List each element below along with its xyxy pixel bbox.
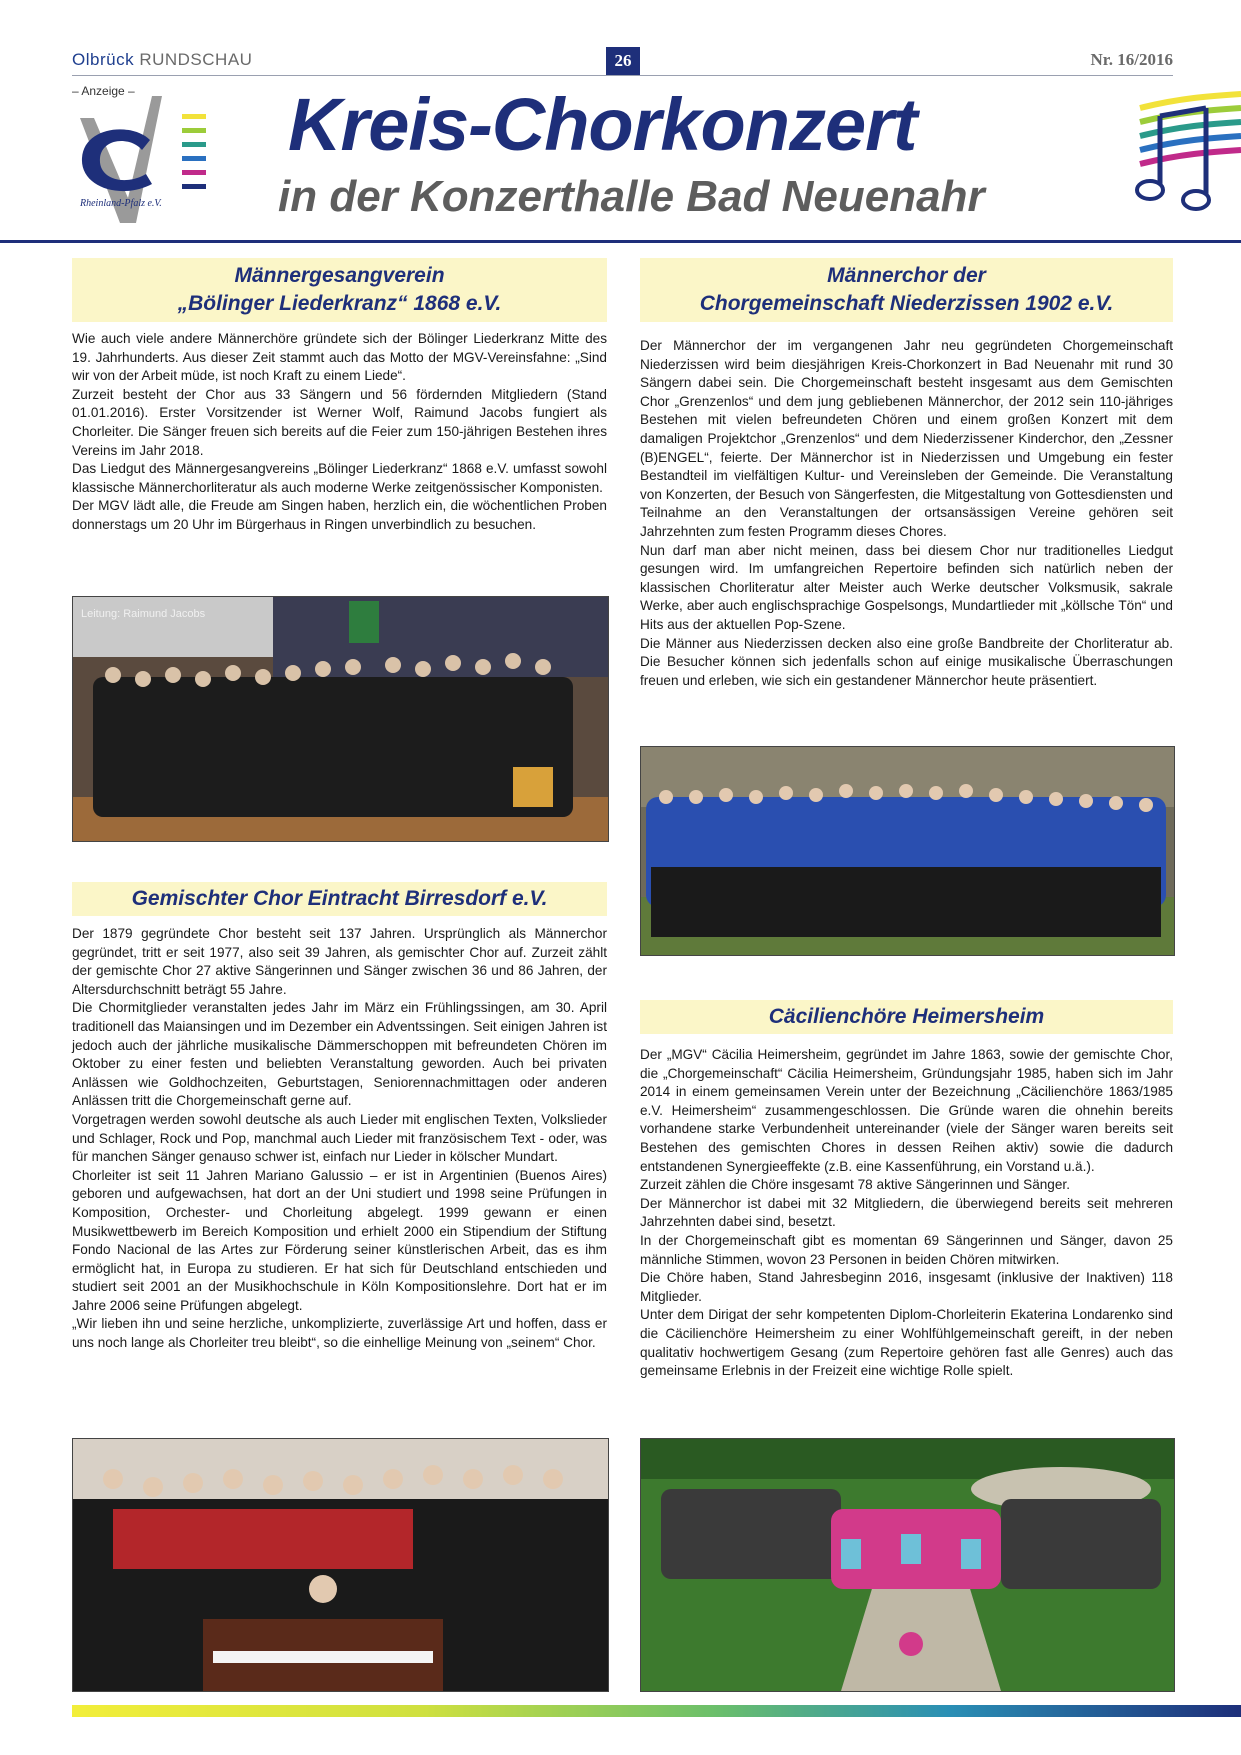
paragraph: Nun darf man aber nicht meinen, dass bei diesem Chor nur traditionelles Liedgut gesungen wird. Im umfangreichen Repertoire befinden sich natürlich neben der klassischen Chorliteratur alter Meister auch Werke deutscher Volksmusik, sakrale Werke, aber auch englischsprachige Gospelsongs, Mundartlieder mit „köllsche Tön“ und Hits aus der aktuellen Pop-Szene. [640, 542, 1173, 632]
paragraph: In der Chorgemeinschaft gibt es momentan 69 Sängerinnen und Sänger, davon 25 männliche Stimmen, wovon 23 Personen in beiden Chören mitwirken. [640, 1232, 1173, 1267]
bottom-color-bar [72, 1705, 1241, 1717]
paragraph: Das Liedgut des Männergesangvereins „Bölinger Liederkranz“ 1868 e.V. umfasst sowohl klassische Männerchorliteratur als auch moderne Werke zeitgenössischer Komponisten. [72, 461, 607, 495]
heading-line: Männerchor der [827, 264, 986, 287]
paragraph: Der Männerchor ist dabei mit 32 Mitgliedern, die überwiegend bereits seit mehreren Jahrzehnten dabei sind, besetzt. [640, 1195, 1173, 1230]
section-heading-boelinger [72, 258, 607, 322]
heading-line: Chorgemeinschaft Niederzissen 1902 e.V. [699, 292, 1114, 315]
paragraph: Die Chormitglieder veranstalten jedes Jahr im März ein Frühlingssingen, am 30. April traditionell das Maiansingen und im Dezember ein Adventssingen. Seit einigen Jahren ist jedoch auch der jährliche musikalische Dämmerschoppen mit befreundeten Chören im Oktober zu einer festen und beliebten Veranstaltung geworden. Auch bei privaten Anlässen wie Goldhochzeiten, Geburtstagen, Seniorennachmittagen oder anderen Anlässen tritt die Chorgemeinschaft gerne auf. [72, 1000, 608, 1109]
paragraph: Unter dem Dirigat der sehr kompetenten Diplom-Chorleiterin Ekaterina Londarenko sind die Cäcilienchöre Heimersheim zu einer Wohlfühlgemeinschaft gereift, in der neben qualitativ hochwertigem Gesang (zum Repertoire gehören fast alle Genres) auch das gemeinsame Erlebnis in der Freizeit eine wichtige Rolle spielt. [640, 1307, 1173, 1379]
paragraph: Die Chöre haben, Stand Jahresbeginn 2016, insgesamt (inklusive der Inaktiven) 118 Mitglieder. [640, 1270, 1173, 1304]
photo-heimersheim-choir [640, 1438, 1175, 1692]
paragraph: Der Männerchor der im vergangenen Jahr neu gegründeten Chorgemeinschaft Niederzissen wird beim diesjährigen Kreis-Chorkonzert in Bad Neuenahr mit rund 30 Sängern dabei sein. Die Chorgemeinschaft besteht insgesamt aus dem Gemischten Chor „Grenzenlos“ und dem jung gebliebenen Männerchor, der 2012 sein 110-jähriges Bestehen mit vielen befreundeten Chören und einem großen Konzert mit dem damaligen Projektchor „Grenzenlos“ und dem Niederzissener Kinderchor, den „Zessner (B)ENGEL“, feierte. Der Männerchor ist in Niederzissen und Umgebung ein fester Bestandteil im vielfältigen Kultur- und Vereinsleben der Gemeinde. Die Veranstaltung von Konzerten, der Besuch von Sängerfesten, die Mitgestaltung von Gottesdiensten und Teilnahme an den Veranstaltungen der ortsansässigen Vereine gehören seit Jahrzehnten zum festen Programm dieses Chores. [640, 338, 1173, 539]
paragraph: Die Männer aus Niederzissen decken also eine große Bandbreite der Chorliteratur ab. Die Besucher können sich jedenfalls schon auf einige musikalische Überraschungen freuen und erleben, wie sich ein gestandener Männerchor heute präsentiert. [640, 635, 1173, 688]
paper-name: RUNDSCHAU [139, 50, 253, 69]
heading-line: Männergesangverein [234, 264, 445, 287]
photo-caption: Leitung: Raimund Jacobs [81, 608, 206, 620]
paragraph: Chorleiter ist seit 11 Jahren Mariano Galussio – er ist in Argentinien (Buenos Aires) geboren und aufgewachsen, hat dort an der Uni studiert und 1998 seine Prüfungen in Komposition, Orchester- und Chorleitung abgelegt. 1999 gewann er einen Musikwettbewerb im Bereich Komposition und erhielt 2000 ein Stipendium der Stiftung Fondo Nacional de las Artes zur Förderung seiner künstlerischen Arbeit, das es ihm ermöglicht hat, in Europa zu studieren. Er hat sich für Deutschland entschieden und studiert seit 2001 an der Musikhochschule in Köln Kompositionslehre. Dort hat er im Jahre 2006 seine Prüfungen abgelegt. [72, 1167, 607, 1313]
photo-birresdorf-choir [72, 1438, 609, 1692]
headline-rule [0, 240, 1241, 243]
photo-niederzissen-choir [640, 746, 1175, 956]
headline-subtitle: in der Konzerthalle Bad Neuenahr [278, 172, 985, 221]
issue-number: Nr. 16/2016 [1090, 50, 1173, 69]
heading-line: „Bölinger Liederkranz“ 1868 e.V. [177, 292, 502, 315]
choir-association-logo [72, 88, 232, 233]
running-head-paper [72, 50, 252, 70]
paragraph: Zurzeit zählen die Chöre insgesamt 78 aktive Sängerinnen und Sänger. [640, 1177, 1070, 1193]
section-heading-heimersheim [640, 1000, 1173, 1034]
logo-text: Rheinland-Pfalz e.V. [80, 198, 162, 209]
heading-line: Gemischter Chor Eintracht Birresdorf e.V. [131, 887, 548, 910]
paragraph: Wie auch viele andere Männerchöre gründete sich der Bölinger Liederkranz Mitte des 19. Jahrhunderts. Aus dieser Zeit stammt auch das Motto der MGV-Vereinsfahne: „Sind wir von der Arbeit müde, ist noch Kraft zu einem Liede“. [72, 331, 607, 384]
paragraph: Vorgetragen werden sowohl deutsche als auch Lieder mit englischen Texten, Volkslieder und Schlager, Rock und Pop, manchmal auch Lieder mit französischem Text - oder, was für manchen Sänger genauso schwer ist, einfach nur Lieder in kölscher Mundart. [72, 1111, 607, 1165]
article-heimersheim [640, 1046, 1173, 1381]
article-niederzissen [640, 337, 1173, 690]
article-birresdorf [72, 925, 607, 1353]
section-heading-birresdorf [72, 882, 607, 916]
photo-boelinger-choir [72, 596, 609, 842]
section-heading-niederzissen [640, 258, 1173, 322]
music-notes-icon [1120, 88, 1241, 228]
paragraph: Der MGV lädt alle, die Freude am Singen haben, herzlich ein, die wöchentlichen Proben donnerstags um 20 Uhr im Bürgerhaus in Ringen unverbindlich zu besuchen. [72, 498, 607, 532]
headline-title: Kreis-Chorkonzert [288, 83, 917, 166]
paragraph: Der 1879 gegründete Chor besteht seit 137 Jahren. Ursprünglich als Männerchor gegründet, tritt er seit 1977, also seit 39 Jahren, als gemischter Chor auf. Zurzeit zählt der gemischte Chor 27 aktive Sängerinnen und Sänger zwischen 36 und 86 Jahren, der Altersdurchschnitt beträgt 55 Jahre. [72, 926, 607, 997]
paper-prefix: Olbrück [72, 50, 135, 69]
header-rule [72, 75, 1173, 76]
ad-label: – Anzeige – [72, 84, 135, 98]
paragraph: Zurzeit besteht der Chor aus 33 Sängern und 56 fördernden Mitgliedern (Stand 01.01.2016). Erster Vorsitzender ist Werner Wolf, Raimund Jacobs fungiert als Chorleiter. Die Sänger freuen sich bereits auf die Feier zum 150-jährigen Bestehen ihres Vereins im Jahr 2018. [72, 386, 607, 458]
paragraph: „Wir lieben ihn und seine herzliche, unkomplizierte, zuverlässige Art und hoffen, dass er uns noch lange als Chorleiter treu bleibt“, so die einhellige Meinung von „seinem“ Chor. [72, 1316, 607, 1351]
paragraph: Der „MGV“ Cäcilia Heimersheim, gegründet im Jahre 1863, sowie der gemischte Chor, die „Chorgemeinschaft“ Cäcilia Heimersheim, Gründungsjahr 1985, haben sich im Jahr 2014 in einem gemeinsamen Verein unter der Bezeichnung „Cäcilienchöre 1863/1985 e.V. Heimersheim“ zusammengeschlossen. Die Gründe waren die ohnehin bereits vorhandene starke Verbundenheit untereinander (viele der Sänger waren bereits seit Bestehen des gemischten Chores in dessen Reihen aktiv) sowie die dadurch entstandenen Synergieeffekte (z.B. eine Kassenführung, ein Vorstand u.ä.). [640, 1047, 1173, 1174]
heading-line: Cäcilienchöre Heimersheim [768, 1005, 1045, 1028]
article-boelinger [72, 330, 607, 535]
page-number: 26 [606, 47, 640, 75]
